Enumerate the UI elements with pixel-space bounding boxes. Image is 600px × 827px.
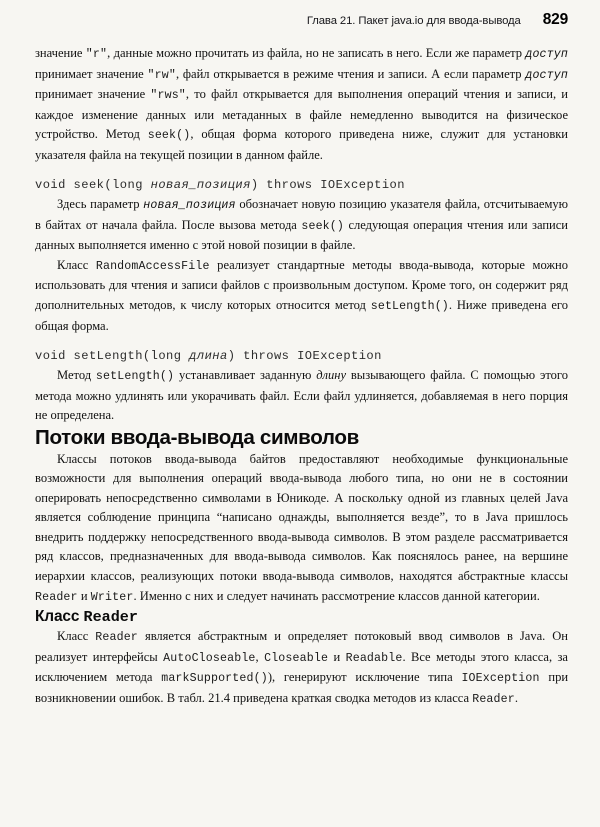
inline-code-reader: Reader	[95, 631, 138, 645]
text-run: и	[77, 588, 91, 603]
inline-param-novaya-poziciya: новая_позиция	[143, 199, 236, 213]
subsection-heading-prefix: Класс	[35, 608, 84, 626]
paragraph-random-access-file	[35, 256, 568, 336]
inline-code-closeable: Closeable	[264, 651, 329, 665]
text-run: принимает значение	[35, 66, 148, 81]
text-run: . Все методы этого класса, за исключением метода	[35, 649, 568, 685]
inline-code-setlength: setLength()	[95, 370, 175, 384]
text-run: .	[514, 690, 518, 705]
text-run: , файл открывается в режиме чтения и записи. А если параметр	[175, 66, 526, 81]
text-run: . Ниже приведена его общая форма.	[35, 298, 569, 333]
paragraph-reader-class	[35, 627, 568, 709]
text-run: реализует стандартные методы ввода-вывода, которые можно использовать для чтения и записи файлов с произвольным доступом. Кроме того, он содержит ряд дополнительных методов, к числу которых относится метод	[35, 257, 568, 313]
inline-code-r: "r"	[85, 48, 108, 61]
inline-code-readable: Readable	[345, 651, 403, 665]
paragraph-character-streams	[35, 450, 568, 607]
code-text: ) throws IOException	[250, 178, 405, 193]
text-run: следующая операция чтения или записи данных выполняется именно с этой новой позиции в файле.	[35, 217, 568, 253]
code-line-seek	[35, 176, 568, 195]
inline-emphasis-dlinu: длину	[316, 368, 347, 383]
text-run: . Именно с них и следует начинать рассмотрение классов данной категории.	[133, 588, 540, 603]
inline-code-autocloseable: AutoCloseable	[163, 651, 256, 665]
inline-code-writer: Writer	[90, 590, 134, 604]
text-run: значение	[35, 46, 86, 60]
text-run: ,	[255, 649, 265, 664]
text-run: , данные можно прочитать из файла, но не записать в него. Если же параметр	[107, 46, 526, 60]
page-number: 829	[542, 11, 568, 28]
code-param-novaya-poziciya: новая_позиция	[150, 178, 251, 193]
inline-code-seek: seek()	[301, 219, 345, 233]
text-run: Класс	[57, 629, 96, 644]
paragraph-setlength-description	[35, 366, 568, 426]
subsection-heading-reader	[35, 607, 568, 627]
code-text: void setLength(long	[35, 349, 190, 364]
text-run: обозначает новую позицию указателя файла, отсчитываемую в байтах от начала файла. После вызова метода	[35, 197, 569, 232]
inline-code-setlength: setLength()	[370, 300, 449, 314]
text-run: Класс	[57, 257, 96, 272]
chapter-title: Глава 21. Пакет java.io для ввода-вывода	[306, 15, 521, 27]
text-run: , то файл открывается для выполнения операций чтения и записи, и каждое изменение данных или метаданных в файле немедленно выводится на физическое устройство. Метод	[35, 87, 568, 142]
inline-code-seek: seek()	[147, 129, 191, 143]
text-run: Здесь параметр	[57, 197, 144, 212]
text-run: при возникновении ошибок. В табл. 21.4 приведена краткая сводка методов из класса	[35, 670, 569, 705]
inline-code-reader: Reader	[472, 692, 515, 706]
inline-param-dostup-2: доступ	[525, 68, 568, 82]
text-run: , общая форма которого приведена ниже, служит для установки указателя файла на текущей позиции в данном файле.	[35, 127, 568, 162]
text-run: Метод	[57, 368, 96, 383]
text-run: устанавливает заданную	[174, 368, 317, 383]
inline-param-dostup-1: доступ	[525, 48, 568, 61]
text-run: и	[328, 649, 346, 664]
code-param-dlina: длина	[189, 349, 228, 364]
text-run: принимает значение	[35, 87, 151, 102]
text-run: вызывающего файла. С помощью этого метода можно удлинять или укорачивать файл. Если файл удлиняется, добавляемая в него порция не определена.	[35, 368, 568, 423]
inline-code-marksupported: markSupported()	[161, 672, 268, 686]
text-run: является абстрактным и определяет потоковый ввод символов в Java. Он реализует интерфейсы	[35, 629, 568, 664]
code-line-setlength	[35, 347, 568, 366]
subsection-heading-classname: Reader	[83, 608, 138, 627]
code-text: void seek(long	[35, 178, 151, 193]
inline-code-rw: "rw"	[147, 68, 176, 82]
running-head	[32, 11, 568, 31]
page-body	[35, 44, 568, 709]
text-run: Классы потоков ввода-вывода байтов предоставляют необходимые функциональные возможности для выполнения операций ввода-вывода любого типа, но они не в состоянии оперировать непосредственно символами в Юникоде. А поскольку одной из главных целей Java является соблюдение принципа “написано однажды, выполняется везде”, то в Java пришлось внедрить поддержку непосредственного ввода-вывода символов. В этом разделе рассматривается ряд классов, предназначенных для ввода-вывода символов. Как пояснялось ранее, на вершине иерархии классов, реализующих потоки ввода-вывода символов, находятся абстрактные классы	[35, 451, 568, 584]
inline-code-rws: "rws"	[150, 89, 186, 103]
paragraph-access-modes	[35, 44, 568, 165]
text-run: ), генерируют исключение типа	[267, 670, 462, 685]
paragraph-seek-description	[35, 195, 568, 256]
section-heading: Потоки ввода-вывода символов	[35, 425, 359, 449]
inline-code-ioexception: IOException	[461, 672, 540, 686]
inline-code-reader: Reader	[35, 590, 78, 604]
code-text: ) throws IOException	[227, 349, 382, 364]
inline-code-randomaccessfile: RandomAccessFile	[95, 259, 210, 273]
